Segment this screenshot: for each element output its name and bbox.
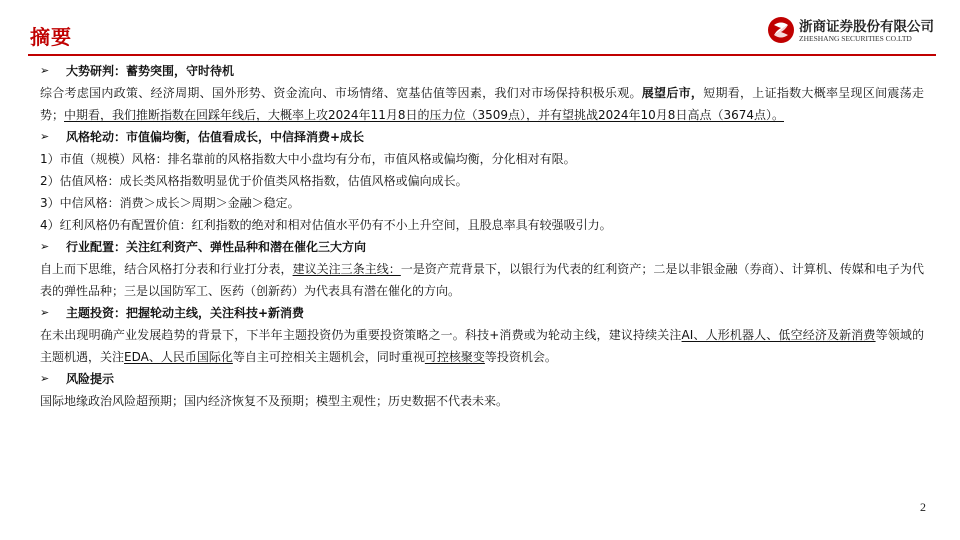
section-heading-industry [40, 236, 924, 258]
summary-content [40, 60, 924, 412]
industry-paragraph [40, 258, 924, 302]
list-item: 2）估值风格：成长类风格指数明显优于价值类风格指数，估值风格或偏向成长。 [40, 174, 468, 188]
brand-name-cn: 浙商证券股份有限公司 [799, 19, 934, 35]
heading-text: 风险提示 [66, 372, 115, 386]
list-item: 4）红利风格仍有配置价值：红利指数的绝对和相对估值水平仍有不小上升空间，且股息率具有较强吸引力。 [40, 218, 612, 232]
bullet-arrow-icon: ➢ [40, 130, 50, 143]
market-paragraph [40, 82, 924, 126]
market-short-term: 短期看，上证指数大概率呈现区间震荡走势； [40, 86, 924, 122]
theme-text: 等领域的主题机遇，关注 [40, 328, 924, 364]
theme-text: 等投资机会。 [484, 350, 557, 364]
theme-text: 在未出现明确产业发展趋势的背景下，下半年主题投资仍为重要投资策略之一。科技+消费或为轮动主线，建议持续关注 [40, 328, 682, 342]
zheshang-logo-icon [767, 16, 795, 44]
section-heading-style [40, 126, 924, 148]
bullet-arrow-icon: ➢ [40, 306, 50, 319]
bullet-arrow-icon: ➢ [40, 64, 50, 77]
list-item: 3）中信风格：消费＞成长＞周期＞金融＞稳定。 [40, 196, 300, 210]
bullet-arrow-icon: ➢ [40, 240, 50, 253]
industry-mainline-label: 建议关注三条主线： [292, 262, 401, 276]
industry-detail: 一是资产荒背景下，以银行为代表的红利资产；二是以非银金融（券商）、计算机、传媒和电子为代表的弹性品种；三是以国防军工、医药（创新药）为代表具有潜在催化的方向。 [40, 262, 924, 298]
theme-focus-fusion: 可控核聚变 [424, 350, 485, 364]
page-title: 摘要 [30, 25, 72, 49]
section-heading-market [40, 60, 924, 82]
heading-text: 风格轮动：市值偏均衡，估值看成长，中信择消费+成长 [66, 130, 365, 144]
theme-paragraph [40, 324, 924, 368]
section-heading-risk [40, 368, 924, 390]
section-heading-theme [40, 302, 924, 324]
market-text: 综合考虑国内政策、经济周期、国外形势、资金流向、市场情绪、宽基估值等因素，我们对市场保持积极乐观。 [40, 86, 642, 100]
heading-text: 大势研判：蓄势突围，守时待机 [66, 64, 235, 78]
heading-text: 行业配置：关注红利资产、弹性品种和潜在催化三大方向 [66, 240, 367, 254]
industry-text: 自上而下思维，结合风格打分表和行业打分表， [40, 262, 293, 276]
page-number: 2 [920, 500, 926, 514]
list-item: 1）市值（规模）风格：排名靠前的风格指数大中小盘均有分布，市值风格或偏均衡，分化相对有限。 [40, 152, 576, 166]
market-outlook-label: 展望后市， [641, 86, 704, 100]
theme-text: 等自主可控相关主题机会，同时重视 [232, 350, 425, 364]
market-mid-term: 中期看，我们推断指数在回踩年线后，大概率上攻2024年11月8日的压力位（3509点），并有望挑战2024年10月8日高点（3674点）。 [64, 108, 784, 122]
theme-focus-autonomy: EDA、人民币国际化 [124, 350, 233, 364]
heading-text: 主题投资：把握轮动主线，关注科技+新消费 [66, 306, 305, 320]
title-divider [28, 54, 936, 56]
theme-focus-tech: AI、人形机器人、低空经济及新消费 [681, 328, 876, 342]
risk-text: 国际地缘政治风险超预期；国内经济恢复不及预期；模型主观性；历史数据不代表未来。 [40, 394, 509, 408]
bullet-arrow-icon: ➢ [40, 372, 50, 385]
brand-name-en: ZHESHANG SECURITIES CO.LTD [799, 34, 912, 43]
